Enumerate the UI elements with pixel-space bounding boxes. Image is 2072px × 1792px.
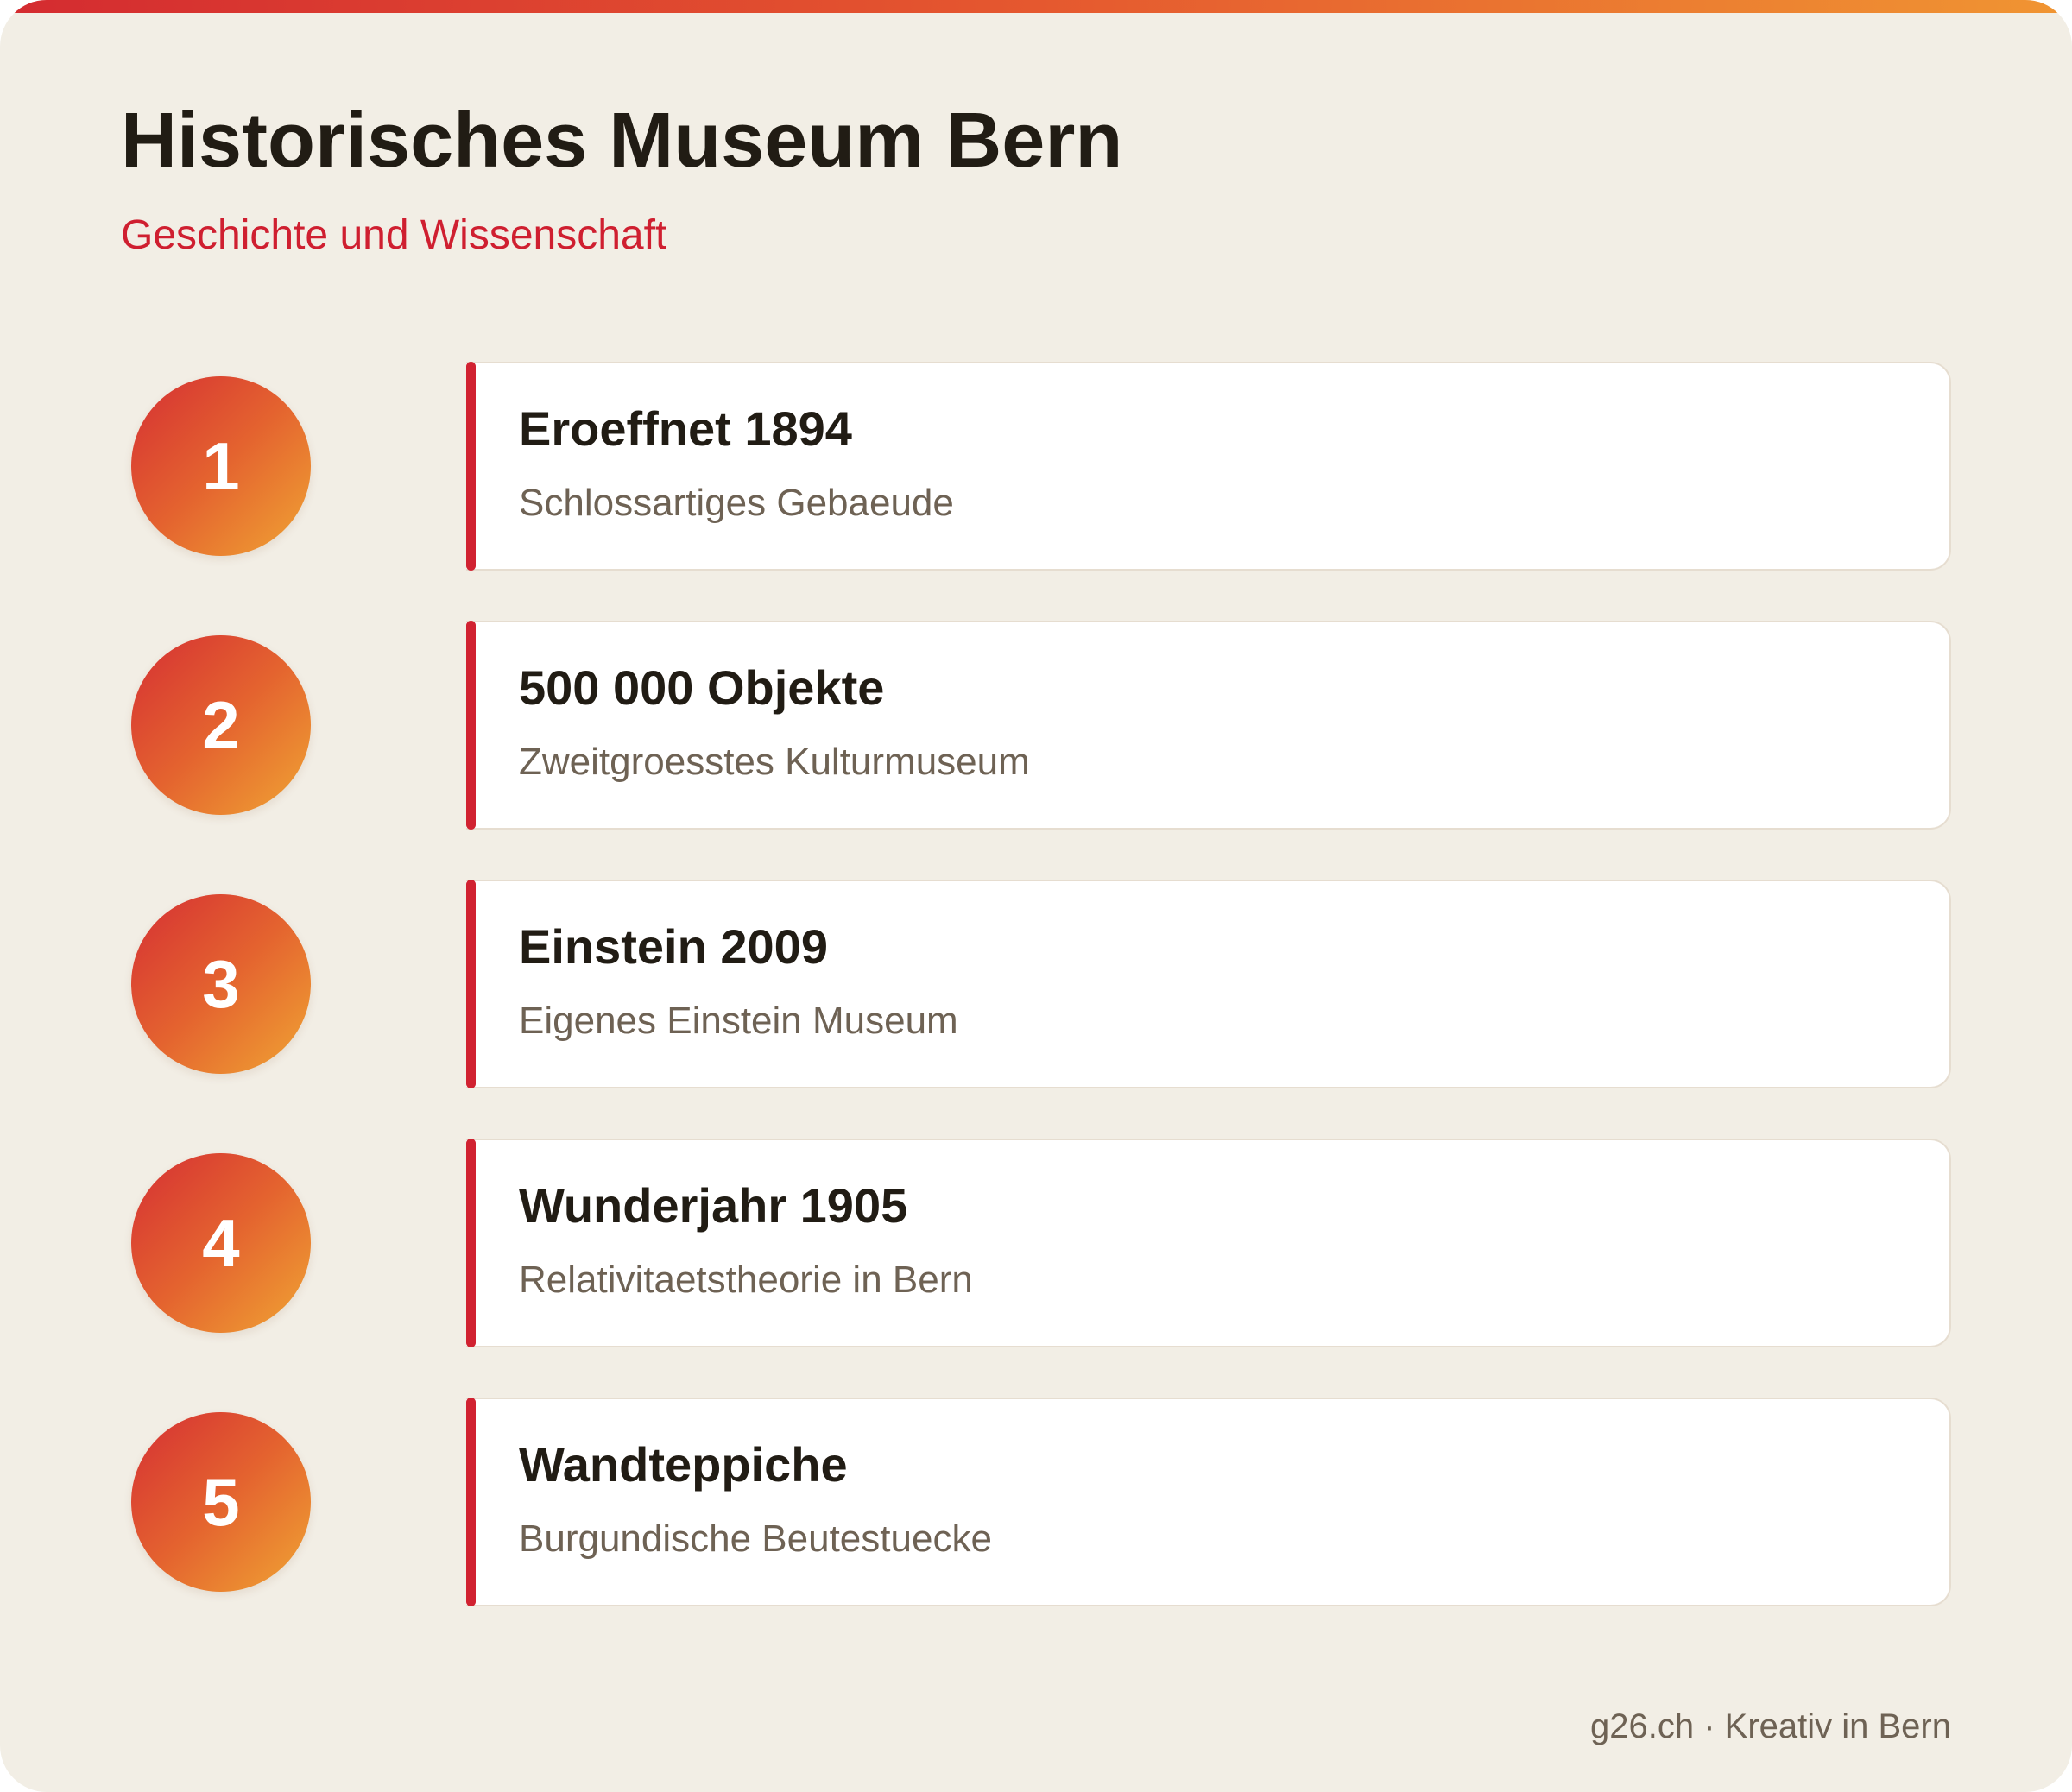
page-subtitle: Geschichte und Wissenschaft: [121, 212, 667, 258]
fact-item: [0, 362, 2072, 571]
fact-title: Wandteppiche: [519, 1437, 848, 1492]
number-badge: 5: [131, 1412, 311, 1592]
number-badge: 1: [131, 376, 311, 556]
fact-item: [0, 1398, 2072, 1606]
fact-card: [466, 621, 1951, 830]
fact-description: Eigenes Einstein Museum: [519, 1000, 958, 1042]
fact-item: [0, 880, 2072, 1088]
fact-card: [466, 1398, 1951, 1606]
fact-description: Schlossartiges Gebaeude: [519, 482, 954, 524]
fact-card: [466, 880, 1951, 1088]
footer-credit: g26.ch · Kreativ in Bern: [1590, 1707, 1951, 1745]
page-title: Historisches Museum Bern: [121, 98, 1123, 184]
fact-card: [466, 362, 1951, 571]
fact-description: Relativitaetstheorie in Bern: [519, 1259, 973, 1301]
fact-description: Zweitgroesstes Kulturmuseum: [519, 741, 1030, 783]
fact-item: [0, 621, 2072, 830]
number-badge: 2: [131, 635, 311, 815]
fact-item: [0, 1139, 2072, 1347]
number-badge: 4: [131, 1153, 311, 1333]
fact-card: [466, 1139, 1951, 1347]
fact-title: Eroeffnet 1894: [519, 401, 852, 456]
fact-title: Wunderjahr 1905: [519, 1178, 908, 1233]
fact-title: Einstein 2009: [519, 919, 828, 974]
fact-description: Burgundische Beutestuecke: [519, 1518, 992, 1560]
fact-title: 500 000 Objekte: [519, 660, 885, 715]
number-badge: 3: [131, 894, 311, 1074]
